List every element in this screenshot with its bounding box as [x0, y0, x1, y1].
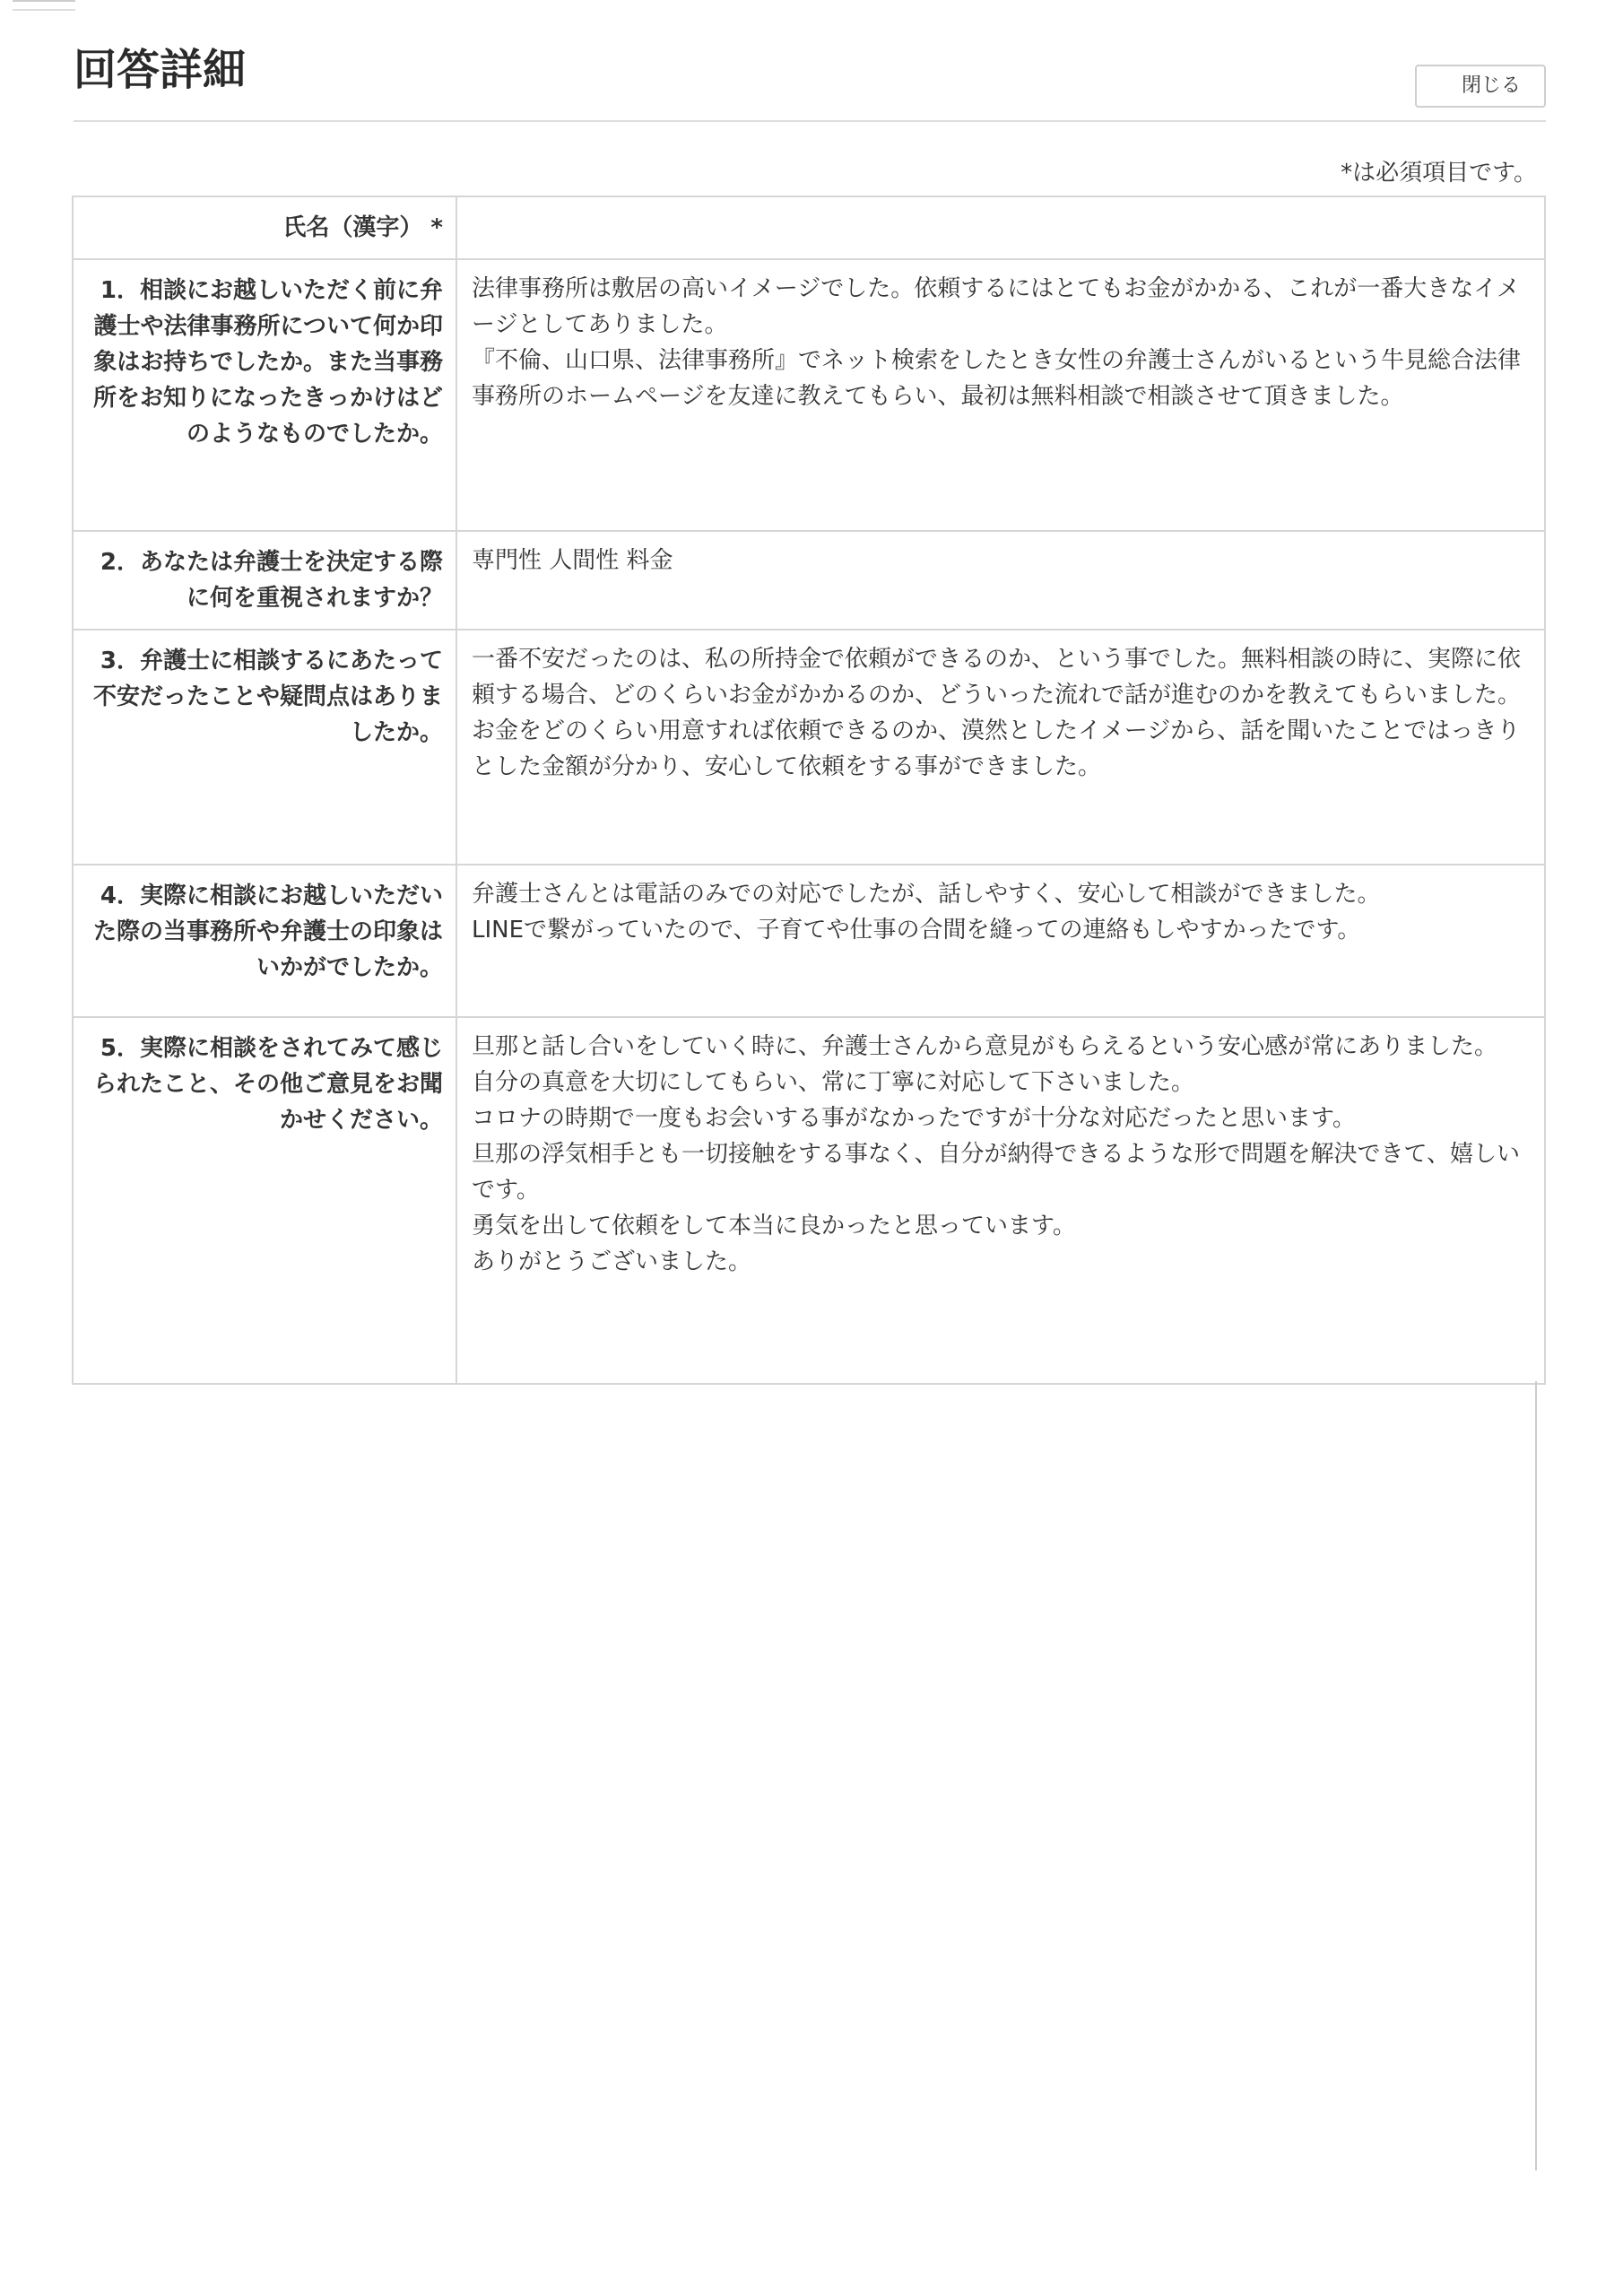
scan-mark — [13, 0, 75, 11]
table-row — [73, 630, 1545, 865]
table-row — [73, 865, 1545, 1017]
table-row-name — [73, 196, 1545, 259]
close-button[interactable]: 閉じる — [1415, 65, 1546, 108]
title-divider — [74, 120, 1546, 122]
required-note: *は必須項目です。 — [1341, 160, 1537, 187]
table-row — [73, 259, 1545, 531]
name-label: 氏名（漢字） * — [73, 196, 456, 259]
answer-1: 法律事務所は敷居の高いイメージでした。依頼するにはとてもお金がかかる、これが一番大きなイメージとしてありました。 『不倫、山口県、法律事務所』でネット検索をしたとき女性の弁護士さんがいるという牛見総合法律事務所のホームページを友達に教えてもらい、最初は無料相談で相談させて頂きました。 — [456, 259, 1545, 531]
question-2: 2．あなたは弁護士を決定する際に何を重視されますか？ — [73, 531, 456, 630]
answer-detail-table — [72, 196, 1546, 1385]
answer-5: 旦那と話し合いをしていく時に、弁護士さんから意見がもらえるという安心感が常にありました。 自分の真意を大切にしてもらい、常に丁寧に対応して下さいました。 コロナの時期で一度もお会いする事がなかったですが十分な対応だったと思います。 旦那の浮気相手とも一切接触をする事なく、自分が納得できるような形で問題を解決できて、嬉しいです。 勇気を出して依頼をして本当に良かったと思っています。 ありがとうございました。 — [456, 1017, 1545, 1384]
table-row — [73, 1017, 1545, 1384]
question-3: 3．弁護士に相談するにあたって不安だったことや疑問点はありましたか。 — [73, 630, 456, 865]
table-row — [73, 531, 1545, 630]
answer-2: 専門性 人間性 料金 — [456, 531, 1545, 630]
page-right-edge-line — [1535, 1381, 1537, 2170]
answer-4: 弁護士さんとは電話のみでの対応でしたが、話しやすく、安心して相談ができました。 LINEで繋がっていたので、子育てや仕事の合間を縫っての連絡もしやすかったです。 — [456, 865, 1545, 1017]
question-1: 1．相談にお越しいただく前に弁護士や法律事務所について何か印象はお持ちでしたか。また当事務所をお知りになったきっかけはどのようなものでしたか。 — [73, 259, 456, 531]
question-4: 4．実際に相談にお越しいただいた際の当事務所や弁護士の印象はいかがでしたか。 — [73, 865, 456, 1017]
answer-3: 一番不安だったのは、私の所持金で依頼ができるのか、という事でした。無料相談の時に、実際に依頼する場合、どのくらいお金がかかるのか、どういった流れで話が進むのかを教えてもらいました。お金をどのくらい用意すれば依頼できるのか、漠然としたイメージから、話を聞いたことではっきりとした金額が分かり、安心して依頼をする事ができました。 — [456, 630, 1545, 865]
name-value — [456, 196, 1545, 259]
question-5: 5．実際に相談をされてみて感じられたこと、その他ご意見をお聞かせください。 — [73, 1017, 456, 1384]
page-title: 回答詳細 — [74, 45, 247, 95]
